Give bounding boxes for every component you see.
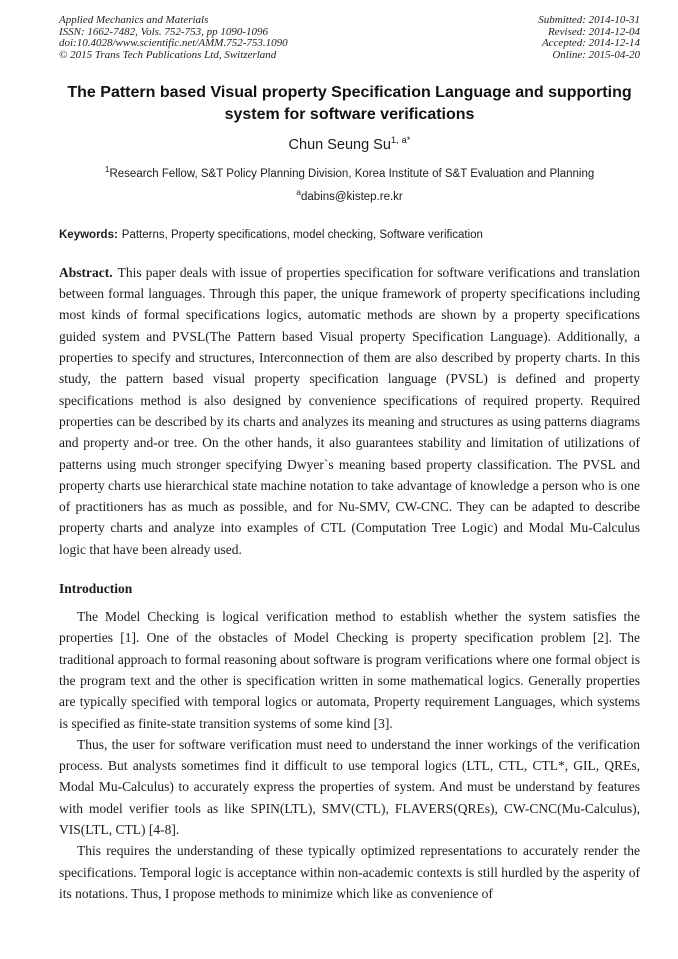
revised-date-line: Revised: 2014-12-04 [548,25,640,38]
accepted-date-line: Accepted: 2014-12-14 [541,37,640,50]
email-text: dabins@kistep.re.kr [300,190,403,203]
abstract-paragraph [59,262,640,560]
author-name: Chun Seung Su [288,137,391,154]
journal-doi-line: doi:10.4028/www.scientific.net/AMM.752-753.1090 [59,37,288,50]
keywords-text: Patterns, Property specifications, model checking, Software verification [121,228,483,241]
online-date-line: Online: 2015-04-20 [552,48,640,61]
author-line [59,135,640,153]
email-line [59,187,640,203]
journal-name: Applied Mechanics and Materials [59,14,209,26]
intro-paragraph-3: This requires the understanding of these typically optimized representations to accurately render the specifications. Temporal logic is acceptance within non-academic contexts is still hurdled by the asperity of its notations. Thus, I propose methods to minimize which like as convenience of [59,843,641,901]
journal-header [59,15,640,61]
affiliation-line [59,164,640,180]
keywords-label: Keywords: [59,228,118,241]
author-superscript: 1, a* [390,135,411,147]
paper-title: The Pattern based Visual property Specification Language and supporting system for software verifications [67,84,632,124]
submitted-date-line: Submitted: 2014-10-31 [538,14,640,26]
journal-copyright-line: © 2015 Trans Tech Publications Ltd, Switzerland [59,48,277,61]
intro-paragraph-2: Thus, the user for software verification must need to understand the inner workings of the verification process. But analysts sometimes find it difficult to use temporal logics (LTL, CTL, CTL*, GIL, QREs, Modal Mu-Calculus) to accurately express the properties of system. And must be understand by features with model verifier tools as like SPIN(LTL), SMV(CTL), FLAVERS(QREs), CW-CNC(Mu-Calculus), VIS(LTL, CTL) [4-8]. [59,736,640,837]
affiliation-superscript: 1 [104,164,110,175]
journal-header-left [59,15,288,61]
abstract-text: This paper deals with issue of properties specification for software verifications and translation between formal languages. Through this paper, the unique framework of property specifications including most kinds of formal specifications logics, automatic methods are shown by a property specifications guided system and PVSL(The Pattern based Visual property Specification Language). Additionally, a properties to specify and structures, Interconnection of them are also described by property charts. In this study, the pattern based visual property specification language (PVSL) is defined and property specifications method is also designed by convenience specifications of required property. Required properties can be described by its charts and analyzes its meaning and structures as using patterns diagrams and property and-or tree. On the other hands, it also guarantees stability and limitation of utilizations of patterns using much stronger specifying Dwyer`s meaning based property classification. The PVSL and property charts use hierarchical state machine notation to take advantage of knowledge a person who is one of practitioners has as much as possible, and for Nu-SMV, CW-CNC. They can be adapted to describe property charts and analyze into examples of CTL (Computation Tree Logic) and Modal Mu-Calculus logic that have been already used. [59,264,640,557]
introduction-heading: Introduction [59,581,133,597]
affiliation-text: Research Fellow, S&T Policy Planning Division, Korea Institute of S&T Evaluation and Planning [109,168,595,181]
email-superscript: a [296,187,301,198]
journal-header-right [538,15,640,61]
keywords-line [59,229,640,241]
abstract-label: Abstract. [59,264,113,280]
introduction-body [59,606,640,904]
journal-issn-line: ISSN: 1662-7482, Vols. 752-753, pp 1090-1096 [59,25,268,38]
intro-paragraph-1: The Model Checking is logical verification method to establish whether the system satisfies the properties [1]. One of the obstacles of Model Checking is property specification problem [2]. The traditional approach to formal reasoning about software is program verifications where one formal object is the program text and the other is specification written in some mathematical logics. Generally properties are typically specified with temporal logics or automata, Property requirement Languages, which systems is specified as finite-state transition systems of some kind [3]. [59,609,640,731]
